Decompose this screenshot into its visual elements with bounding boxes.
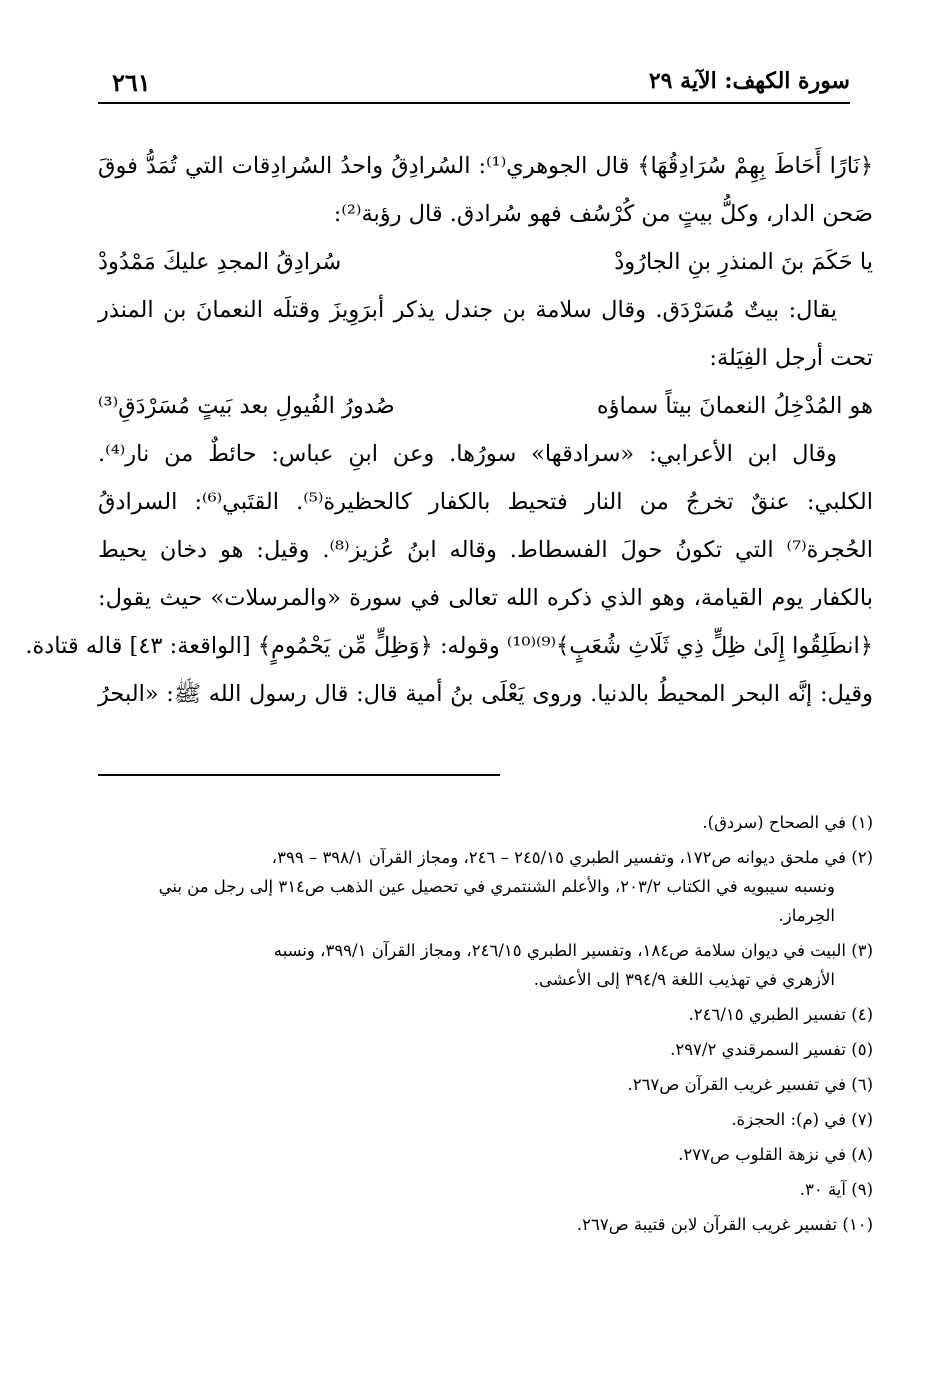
footnote-number: (٨): [851, 1145, 873, 1164]
footnotes: [98, 808, 873, 1245]
footnote-continuation: ونسبه سيبويه في الكتاب ٢٠٣/٢، والأعلم الشنتمري في تحصيل عين الذهب ص٣١٤ إلى رجل من بني الحِرماز.: [158, 877, 835, 925]
text-line: تحت أرجل الفِيَلة:: [709, 345, 873, 371]
footnote-number: (٥): [851, 1040, 873, 1059]
footnote-number: (٩): [851, 1180, 873, 1199]
footnote-number: (١٠): [842, 1215, 873, 1234]
text-line: الكلبي: عنقٌ تخرجُ من النار فتحيط بالكفار كالحظيرة⁽⁵⁾. القتَبي⁽⁶⁾: السرادقُ: [98, 489, 874, 515]
verse-hemistich: يا حَكَمَ بنَ المنذرِ بنِ الجارُودْ: [614, 249, 873, 275]
footnote: [98, 1105, 873, 1134]
footnote-text: في (م): الحجزة.: [731, 1110, 846, 1129]
footnote: [98, 1175, 873, 1204]
footnote-number: (٢): [851, 848, 873, 867]
text-line: صَحن الدار، وكلُّ بيتٍ من كُرْسُف فهو سُرادق. قال رؤبة⁽²⁾:: [333, 201, 873, 227]
running-header: [98, 58, 850, 104]
footnote-text: تفسير غريب القرآن لابن قتيبة ص٢٦٧.: [576, 1215, 838, 1234]
text-line: ﴿انطَلِقُوا إِلَىٰ ظِلٍّ ذِي ثَلَاثِ شُعَبٍ﴾⁽⁹⁾⁽¹⁰⁾ وقوله: ﴿وَظِلٍّ مِّن يَحْمُومٍ﴾ [الواقعة: ٤٣] قاله قتادة.: [25, 633, 873, 659]
text-line: ﴿نَارًا أَحَاطَ بِهِمْ سُرَادِقُهَا﴾ قال الجوهري⁽¹⁾: السُرادِقُ واحدُ السُرادِقات التي تُمَدُّ فوقَ: [98, 153, 873, 179]
text-line: الحُجرة⁽⁷⁾ التي تكونُ حولَ الفسطاط. وقاله ابنُ عُزيز⁽⁸⁾. وقيل: هو دخان يحيط: [98, 537, 874, 563]
text-line: يقال: بيتٌ مُسَرْدَق. وقال سلامة بن جندل يذكر أبرَوِيزَ وقتلَه النعمانَ بن المنذر: [98, 297, 837, 323]
footnote: [98, 1070, 873, 1099]
footnote: [98, 843, 873, 930]
footnote: [98, 1035, 873, 1064]
footnote: [98, 1210, 873, 1239]
footnote-number: (١): [851, 813, 873, 832]
text-line: وقال ابن الأعرابي: «سرادقها» سورُها. وعن ابنِ عباس: حائطٌ من نار⁽⁴⁾.: [98, 441, 837, 467]
footnote-text: تفسير الطبري ٢٤٦/١٥.: [688, 1005, 846, 1024]
footnote-text: تفسير السمرقندي ٢٩٧/٢.: [670, 1040, 846, 1059]
footnote-text: في نزهة القلوب ص٢٧٧.: [678, 1145, 846, 1164]
poetry-verse: [98, 382, 873, 430]
verse-hemistich: هو المُدْخِلُ النعمانَ بيتاً سماؤه: [596, 393, 873, 419]
header-title: سورة الكهف: الآية ٢٩: [648, 68, 850, 94]
footnote-number: (٧): [851, 1110, 873, 1129]
footnote: [98, 936, 873, 994]
footnote-continuation: الأزهري في تهذيب اللغة ٣٩٤/٩ إلى الأعشى.: [533, 970, 835, 989]
text-line: وقيل: إنَّه البحر المحيطُ بالدنيا. وروى يَعْلَى بنُ أمية قال: قال رسول الله ﷺ: «البحرُ: [98, 681, 873, 707]
verse-hemistich: سُرادِقُ المجدِ عليكَ مَمْدُودْ: [98, 249, 342, 275]
verse-hemistich: صُدورُ الفُيولِ بعد بَيتٍ مُسَرْدَقِ⁽³⁾: [98, 393, 395, 419]
text-line: بالكفار يوم القيامة، وهو الذي ذكره الله تعالى في سورة «والمرسلات» حيث يقول:: [98, 585, 873, 611]
footnote: [98, 808, 873, 837]
footnote-text: البيت في ديوان سلامة ص١٨٤، وتفسير الطبري ٢٤٦/١٥، ومجاز القرآن ٣٩٩/١، ونسبه: [273, 941, 846, 960]
footnote-text: آية ٣٠.: [799, 1180, 846, 1199]
footnote-number: (٤): [851, 1005, 873, 1024]
footnote-text: في ملحق ديوانه ص١٧٢، وتفسير الطبري ٢٤٥/١٥ – ٢٤٦، ومجاز القرآن ٣٩٨/١ – ٣٩٩،: [271, 848, 846, 867]
footnote-number: (٦): [851, 1075, 873, 1094]
footnote-separator: [98, 774, 500, 776]
footnote: [98, 1140, 873, 1169]
main-text: [25, 142, 874, 718]
footnote: [98, 1000, 873, 1029]
page-number: ٢٦١: [112, 68, 151, 97]
footnote-text: في الصحاح (سردق).: [702, 813, 846, 832]
footnote-number: (٣): [851, 941, 873, 960]
poetry-verse: [98, 238, 873, 286]
footnote-text: في تفسير غريب القرآن ص٢٦٧.: [627, 1075, 846, 1094]
